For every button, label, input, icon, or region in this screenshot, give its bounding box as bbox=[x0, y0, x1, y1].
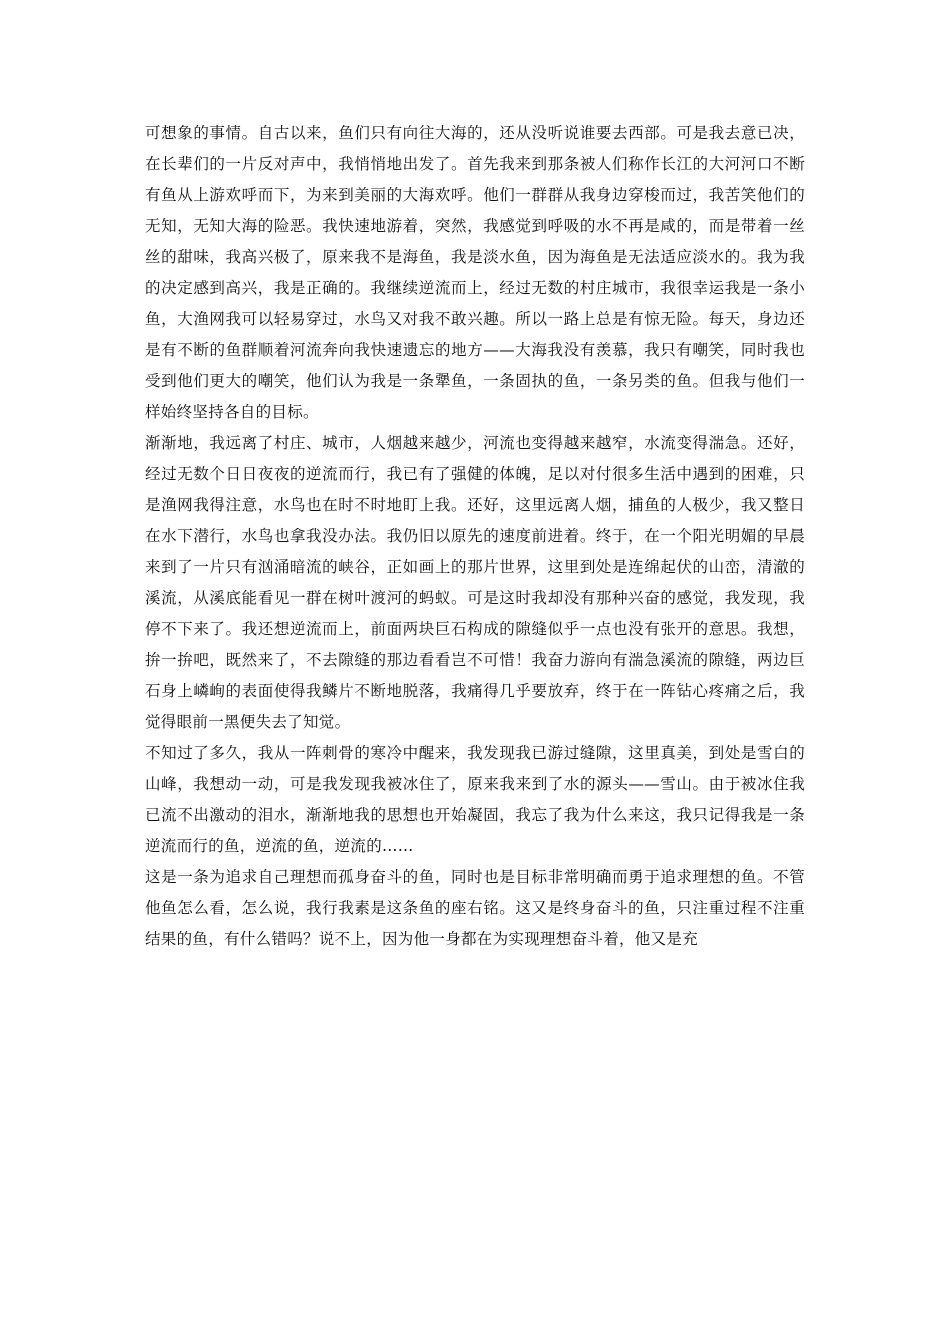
paragraph-1: 可想象的事情。自古以来，鱼们只有向往大海的，还从没听说谁要去西部。可是我去意已决，在长辈们的一片反对声中，我悄悄地出发了。首先我来到那条被人们称作长江的大河河口不断有鱼从上游欢呼而下，为来到美丽的大海欢呼。他们一群群从我身边穿梭而过，我苦笑他们的无知，无知大海的险恶。我快速地游着，突然，我感觉到呼吸的水不再是咸的，而是带着一丝丝的甜味，我高兴极了，原来我不是海鱼，我是淡水鱼，因为海鱼是无法适应淡水的。我为我的决定感到高兴，我是正确的。我继续逆流而上，经过无数的村庄城市，我很幸运我是一条小鱼，大渔网我可以轻易穿过，水鸟又对我不敢兴趣。所以一路上总是有惊无险。每天，身边还是有不断的鱼群顺着河流奔向我快速遗忘的地方——大海我没有羡慕，我只有嘲笑，同时我也受到他们更大的嘲笑，他们认为我是一条犟鱼，一条固执的鱼，一条另类的鱼。但我与他们一样始终坚持各自的目标。 bbox=[145, 124, 805, 421]
paragraph-4: 这是一条为追求自己理想而孤身奋斗的鱼，同时也是目标非常明确而勇于追求理想的鱼。不管他鱼怎么看，怎么说，我行我素是这条鱼的座右铭。这又是终身奋斗的鱼，只注重过程不注重结果的鱼，有什么错吗？说不上，因为他一身都在为实现理想奋斗着，他又是充 bbox=[145, 868, 805, 948]
article-body bbox=[145, 118, 805, 955]
paragraph-3: 不知过了多久，我从一阵刺骨的寒冷中醒来，我发现我已游过缝隙，这里真美，到处是雪白的山峰，我想动一动，可是我发现我被冰住了，原来我来到了水的源头——雪山。由于被冰住我已流不出激动的泪水，渐渐地我的思想也开始凝固，我忘了我为什么来这，我只记得我是一条逆流而行的鱼，逆流的鱼，逆流的…… bbox=[145, 744, 805, 855]
paragraph-2: 渐渐地，我远离了村庄、城市，人烟越来越少，河流也变得越来越窄，水流变得湍急。还好，经过无数个日日夜夜的逆流而行，我已有了强健的体魄，足以对付很多生活中遇到的困难，只是渔网我得注意，水鸟也在时不时地盯上我。还好，这里远离人烟，捕鱼的人极少，我又整日在水下潜行，水鸟也拿我没办法。我仍旧以原先的速度前进着。终于，在一个阳光明媚的早晨来到了一片只有汹涌暗流的峡谷，正如画上的那片世界，这里到处是连绵起伏的山峦，清澈的溪流，从溪底能看见一群在树叶渡河的蚂蚁。可是这时我却没有那种兴奋的感觉，我发现，我停不下来了。我还想逆流而上，前面两块巨石构成的隙缝似乎一点也没有张开的意思。我想，拚一拚吧，既然来了，不去隙缝的那边看看岂不可惜！我奋力游向有湍急溪流的隙缝，两边巨石身上嶙峋的表面使得我鳞片不断地脱落，我痛得几乎要放弃，终于在一阵钻心疼痛之后，我觉得眼前一黑便失去了知觉。 bbox=[145, 434, 805, 731]
